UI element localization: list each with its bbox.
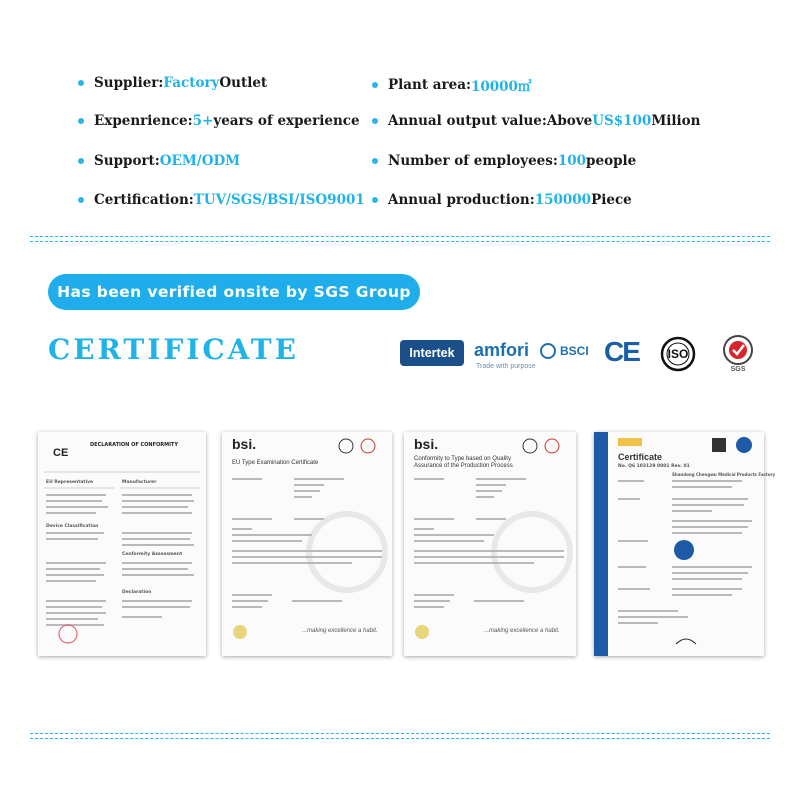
certification-logos bbox=[392, 332, 772, 376]
production-value: 150000 bbox=[534, 192, 592, 208]
doc-section-label: Device Classification bbox=[46, 524, 99, 529]
iso-logo-text: ISO bbox=[667, 347, 689, 361]
doc-section-label: EU Representative bbox=[46, 480, 94, 485]
experience-item bbox=[78, 113, 360, 129]
amfori-bsci-logo bbox=[474, 334, 594, 374]
bullet-dot-icon bbox=[372, 82, 378, 88]
bullet-dot-icon bbox=[78, 118, 84, 124]
experience-suffix: years of experience bbox=[213, 113, 360, 129]
ce-mark-logo bbox=[604, 336, 639, 368]
employees-value: 100 bbox=[557, 153, 587, 169]
supplier-suffix: Outlet bbox=[219, 75, 268, 91]
bsi-brand: bsi. bbox=[232, 436, 257, 452]
support-item bbox=[78, 153, 240, 169]
bsi-conformity-to-type-document bbox=[404, 432, 576, 656]
supplier-label: Supplier: bbox=[94, 75, 164, 91]
dashed-divider bbox=[30, 733, 770, 739]
bsci-logo-text: BSCI bbox=[560, 344, 589, 358]
doc-section-label: Declaration bbox=[122, 590, 152, 595]
bsi-brand: bsi. bbox=[414, 436, 439, 452]
doc-section-label: Conformity Assessment bbox=[122, 552, 183, 557]
bsci-ring-icon bbox=[540, 343, 556, 359]
certificate-number: No. Q6 103129 0001 Rev. 01 bbox=[618, 464, 690, 469]
doc-title: EU Type Examination Certificate bbox=[232, 460, 319, 466]
plant-area-item bbox=[372, 75, 531, 95]
sgs-seal-icon bbox=[718, 334, 758, 366]
doc-title: Certificate bbox=[618, 452, 663, 462]
company-info bbox=[0, 0, 800, 230]
amfori-logo-text: amfori bbox=[474, 340, 530, 360]
doc-lines-icon bbox=[38, 432, 206, 656]
sgs-logo bbox=[718, 334, 758, 376]
sgs-verified-banner bbox=[48, 274, 420, 310]
declaration-of-conformity-document bbox=[38, 432, 206, 656]
certification-label: Certification: bbox=[94, 192, 194, 208]
sgs-verified-text: Has been verified onsite by SGS Group bbox=[57, 283, 411, 301]
intertek-logo bbox=[400, 340, 464, 366]
tuv-certificate-document bbox=[594, 432, 776, 656]
bsi-tagline: ...making excellence a habit. bbox=[484, 628, 560, 634]
doc-title: Conformity to Type based on Quality Assurance of the Production Process bbox=[414, 456, 513, 469]
dashed-divider bbox=[30, 236, 770, 242]
employees-label: Number of employees: bbox=[388, 153, 558, 169]
intertek-logo-text: Intertek bbox=[409, 346, 455, 360]
production-suffix: Piece bbox=[591, 192, 632, 208]
sgs-logo-text: SGS bbox=[730, 366, 746, 373]
output-suffix: Milion bbox=[651, 113, 701, 129]
bullet-dot-icon bbox=[78, 80, 84, 86]
employees-item bbox=[372, 153, 636, 169]
doc-section-label: Manufacturer bbox=[122, 480, 157, 485]
doc-title: DECLARATION OF CONFORMITY bbox=[90, 442, 178, 448]
amfori-tagline: Trade with purpose bbox=[476, 363, 536, 370]
iso-logo bbox=[660, 336, 696, 372]
bullet-dot-icon bbox=[78, 197, 84, 203]
certification-value: TUV/SGS/BSI/ISO9001 bbox=[193, 192, 365, 208]
plant-area-label: Plant area: bbox=[388, 77, 471, 93]
bullet-dot-icon bbox=[372, 197, 378, 203]
bullet-dot-icon bbox=[372, 118, 378, 124]
certification-item bbox=[78, 192, 365, 208]
certificate-heading: CERTIFICATE bbox=[48, 333, 299, 366]
employees-suffix: people bbox=[586, 153, 637, 169]
production-item bbox=[372, 192, 632, 208]
bsi-eu-type-examination-document bbox=[222, 432, 392, 656]
production-label: Annual production: bbox=[388, 192, 535, 208]
supplier-item bbox=[78, 75, 267, 91]
bsi-tagline: ...making excellence a habit. bbox=[302, 628, 378, 634]
plant-area-value: 10000㎡ bbox=[470, 79, 532, 95]
bullet-dot-icon bbox=[372, 158, 378, 164]
support-label: Support: bbox=[94, 153, 160, 169]
support-value: OEM/ODM bbox=[159, 153, 241, 169]
experience-value: 5+ bbox=[192, 113, 214, 129]
output-value: US$100 bbox=[592, 113, 652, 129]
output-item bbox=[372, 113, 700, 129]
supplier-value: Factory bbox=[163, 75, 220, 91]
bullet-dot-icon bbox=[78, 158, 84, 164]
experience-label: Expenrience: bbox=[94, 113, 193, 129]
certificate-holder: Shandong Chengwu Medical Products Factory bbox=[672, 472, 776, 477]
ce-mark-text: CE bbox=[604, 336, 639, 367]
output-label: Annual output value:Above bbox=[388, 113, 593, 129]
svg-text:CE: CE bbox=[53, 447, 69, 459]
